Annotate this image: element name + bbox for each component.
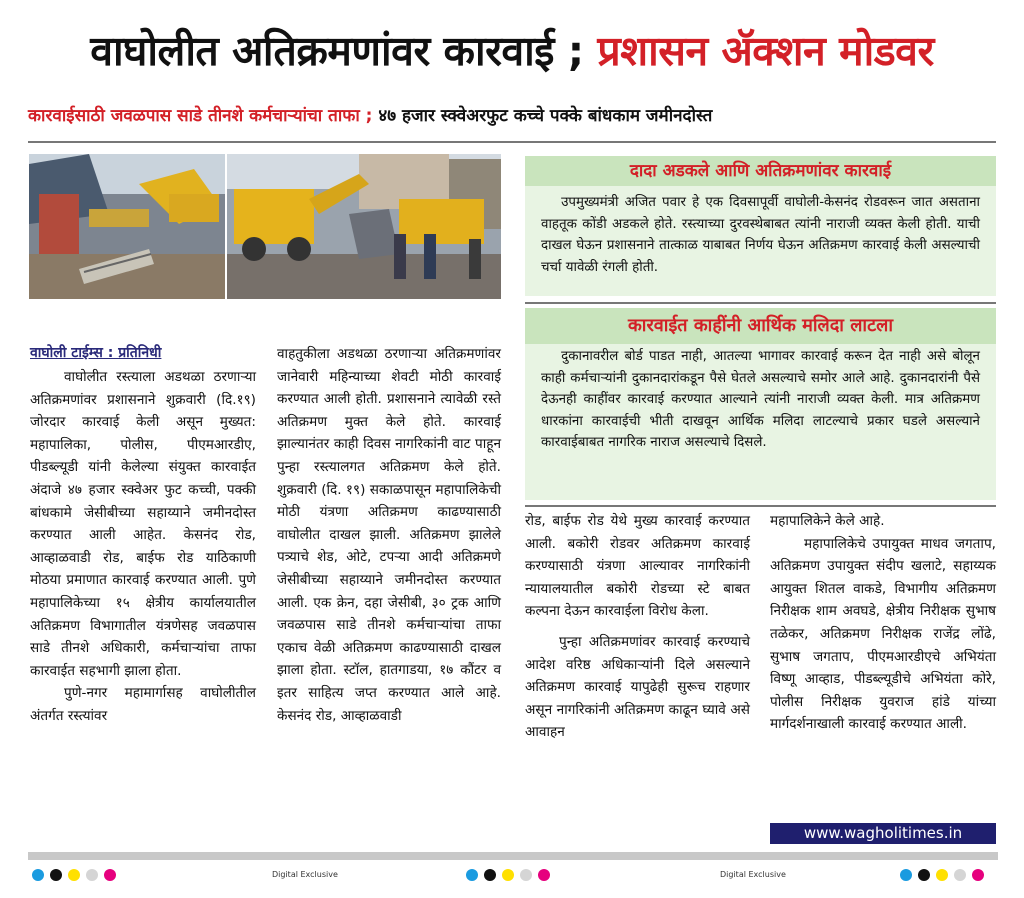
headline bbox=[0, 22, 1024, 78]
dot-yellow bbox=[68, 869, 80, 881]
column-3-paragraph-2: पुन्हा अतिक्रमणांवर कारवाई करण्याचे आदेश वरिष्ठ अधिकाऱ्यांनी दिले असल्याने अतिक्रमण कारवाई यापुढेही सुरूच राहणार असून नागरिकांनी अतिक्रमण काढून घ्यावे असे आवाहन bbox=[525, 633, 750, 741]
column-1-paragraph-2: पुणे-नगर महामार्गासह वाघोलीतील अंतर्गत रस्त्यांवर bbox=[30, 685, 256, 724]
dot-cyan bbox=[32, 869, 44, 881]
footer-label-right: Digital Exclusive bbox=[720, 870, 786, 879]
sidebar-box-malida bbox=[525, 308, 996, 500]
color-dots-center bbox=[466, 866, 556, 885]
column-3-paragraph-1: रोड, बाईफ रोड येथे मुख्य कारवाई करण्यात आली. बकोरी रोडवर अतिक्रमण कारवाई करण्यासाठी यंत्रणा आल्यावर नागरिकांनी न्यायालयातील बकोरी रोडच्या स्टे बाबत कल्पना देऊन कारवाईला विरोध केला. bbox=[525, 513, 750, 620]
dot-magenta bbox=[538, 869, 550, 881]
dot-black bbox=[50, 869, 62, 881]
subheadline-black: ४७ हजार स्क्वेअरफुट कच्चे पक्के बांधकाम जमीनदोस्त bbox=[378, 106, 713, 126]
sidebar-box-dada bbox=[525, 156, 996, 296]
news-photo bbox=[29, 154, 501, 299]
dot-black bbox=[484, 869, 496, 881]
box-divider bbox=[525, 302, 996, 304]
box-malida-text: दुकानावरील बोर्ड पाडत नाही, आतल्या भागावर कारवाई करून देत नाही असे बोलून काही कर्मचाऱ्यांनी दुकानदारांकडून पैसे घेतले असल्याचे समोर आले आहे. दुकानदारांनी पैसे देऊनही काहींवर कारवाई करण्यात आल्याने त्यांनी नाराजी व्यक्त केली. मात्र अतिक्रमण धारकांना कारवाईची भीती दाखवून आर्थिक मलिदा लाटल्याचे प्रकार घडले असल्याने कारवाईबाबत नागरिक नाराज असल्याचे दिसले. bbox=[541, 349, 980, 450]
box-dada-title: दादा अडकले आणि अतिक्रमणांवर कारवाई bbox=[525, 156, 996, 186]
column-1-paragraph-1: वाघोलीत रस्त्याला अडथळा ठरणाऱ्या अतिक्रमणांवर प्रशासनाने शुक्रवारी (दि.१९) जोरदार कारवाई केली असून मुख्यत: महापालिका, पोलीस, पीएमआरडीए, पीडब्ल्यूडी यांनी केलेल्या संयुक्त कारवाईत अंदाजे ४७ हजार स्क्वेअर फुट कच्ची, पक्की बांधकामे जेसीबीच्या सहाय्याने जमीनदोस्त करण्यात आली आहेत. केसनंद रोड, आव्हाळवाडी रोड, बाईफ रोड याठिकाणी मोठया प्रमाणात कारवाई करण्यात आली. पुणे महापालिकेच्या १५ क्षेत्रीय कार्यालयातील अतिक्रमण विभागातील यंत्रणेसह जवळपास साडे तीनशे अधिकारी, कर्मचाऱ्यांचा ताफा कारवाईत सहभागी झाला होता. bbox=[30, 369, 256, 679]
dot-gray bbox=[954, 869, 966, 881]
top-divider bbox=[28, 141, 996, 143]
dot-cyan bbox=[466, 869, 478, 881]
article-column-3 bbox=[525, 510, 750, 744]
website-url[interactable]: www.wagholitimes.in bbox=[770, 823, 996, 844]
subheadline bbox=[28, 103, 998, 126]
headline-main: वाघोलीत अतिक्रमणांवर कारवाई ; bbox=[90, 27, 584, 75]
color-dots-left bbox=[32, 866, 122, 885]
column-2-paragraph-1: वाहतुकीला अडथळा ठरणाऱ्या अतिक्रमणांवर जानेवारी महिन्याच्या शेवटी मोठी कारवाई करण्यात आली होती. प्रशासनाने त्यावेळी रस्ते अतिक्रमण मुक्त केले होते. कारवाई झाल्यानंतर काही दिवस नागरिकांनी वाट पाहून पुन्हा रस्त्यालगत अतिक्रमण केले होते. शुक्रवारी (दि. १९) सकाळपासून महापालिकेची मोठी यंत्रणा अतिक्रमण काढण्यासाठी वाघोलीत दाखल झाली. अतिक्रमण झालेले पत्र्याचे शेड, ओटे, टपऱ्या आदी अतिक्रमणे जेसीबीच्या सहाय्याने जमीनदोस्त करण्यात आली. एक क्रेन, दहा जेसीबी, ३० ट्रक आणि जवळपास साडे तीनशे कर्मचाऱ्यांचा ताफा एकाच वेळी अतिक्रमण काढण्यासाठी दाखल झाला होता. स्टॉल, हातगाडया, १७ कौंटर व इतर साहित्य जप्त करण्यात आले आहे. केसनंद रोड, आव्हाळवाडी bbox=[277, 346, 501, 724]
article-column-2 bbox=[277, 343, 501, 727]
article-column-4 bbox=[770, 510, 996, 736]
dot-gray bbox=[520, 869, 532, 881]
dot-magenta bbox=[104, 869, 116, 881]
footer-bar bbox=[28, 852, 998, 860]
color-dots-right bbox=[900, 866, 990, 885]
column-4-paragraph-1: महापालिकेने केले आहे. bbox=[770, 513, 885, 529]
subheadline-red: कारवाईसाठी जवळपास साडे तीनशे कर्मचाऱ्यांचा ताफा ; bbox=[28, 106, 373, 126]
dot-cyan bbox=[900, 869, 912, 881]
dot-magenta bbox=[972, 869, 984, 881]
box-dada-text: उपमुख्यमंत्री अजित पवार हे एक दिवसापूर्वी वाघोली-केसनंद रोडवरून जात असताना वाहतूक कोंडी अडकले होते. रस्त्याच्या दुरवस्थेबाबत त्यांनी नाराजी व्यक्त केली होती. याची दाखल घेऊन प्रशासनाने तात्काळ याबाबत निर्णय घेऊन अतिक्रमण कारवाई केली असल्याची चर्चा यावेळी रंगली होती. bbox=[541, 195, 980, 275]
dot-gray bbox=[86, 869, 98, 881]
article-column-1 bbox=[30, 366, 256, 728]
byline: वाघोली टाईम्स : प्रतिनिधी bbox=[30, 345, 162, 361]
lower-divider bbox=[525, 505, 996, 507]
dot-yellow bbox=[502, 869, 514, 881]
dot-yellow bbox=[936, 869, 948, 881]
dot-black bbox=[918, 869, 930, 881]
column-4-paragraph-2: महापालिकेचे उपायुक्त माधव जगताप, अतिक्रमण उपायुक्त संदीप खलाटे, सहाय्यक आयुक्त शितल वाकडे, विभागीय अतिक्रमण निरीक्षक शाम अवघडे, क्षेत्रीय निरीक्षक सुभाष तळेकर, अतिक्रमण निरीक्षक राजेंद्र लोंढे, सुभाष जगताप, पीएमआरडीएचे अभियंता विष्णू आव्हाड, पीडब्ल्यूडीचे अभियंता कोरे, पोलीस निरीक्षक युवराज हांडे यांच्या मार्गदर्शनाखाली कारवाई करण्यात आली. bbox=[770, 535, 996, 733]
footer-label-left: Digital Exclusive bbox=[272, 870, 338, 879]
box-malida-title: कारवाईत काहींनी आर्थिक मलिदा लाटला bbox=[525, 308, 996, 344]
headline-accent: प्रशासन ॲक्शन मोडवर bbox=[597, 27, 934, 75]
